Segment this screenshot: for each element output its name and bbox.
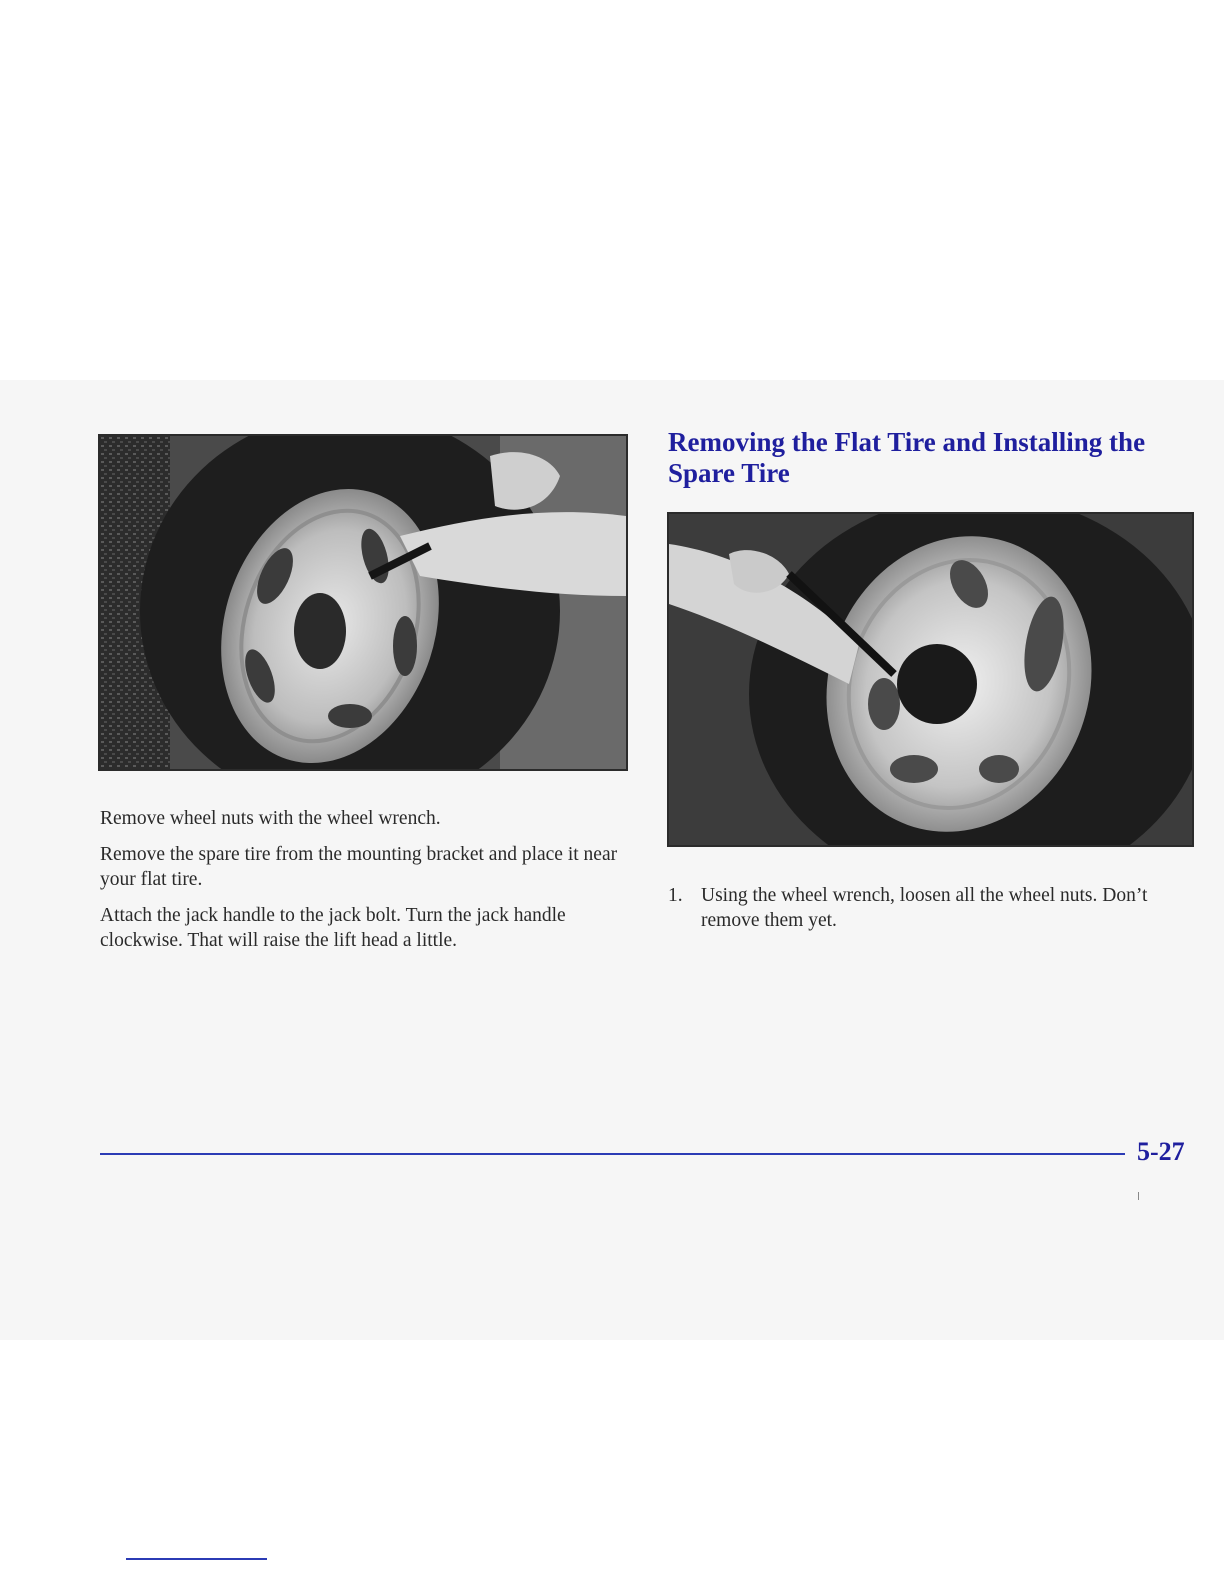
section-heading: Removing the Flat Tire and Installing the Spare Tire	[668, 427, 1146, 488]
scan-mark	[1138, 1192, 1139, 1200]
step-text: Using the wheel wrench, loosen all the wheel nuts. Don’t remove them yet.	[701, 885, 1148, 931]
page-number: 5-27	[1137, 1137, 1185, 1166]
step-number: 1.	[668, 885, 683, 906]
footer-rule	[100, 1153, 1125, 1155]
paragraph-remove-spare: Remove the spare tire from the mounting bracket and place it near your flat tire.	[100, 844, 618, 890]
paragraph-remove-nuts: Remove wheel nuts with the wheel wrench.	[100, 808, 441, 829]
loosening-nuts-photo	[667, 512, 1194, 847]
bottom-rule	[126, 1558, 267, 1560]
spare-wheel-photo	[98, 434, 628, 771]
paragraph-attach-jack-handle: Attach the jack handle to the jack bolt. Turn the jack handle clockwise. That will raise the lift head a little.	[100, 905, 566, 951]
